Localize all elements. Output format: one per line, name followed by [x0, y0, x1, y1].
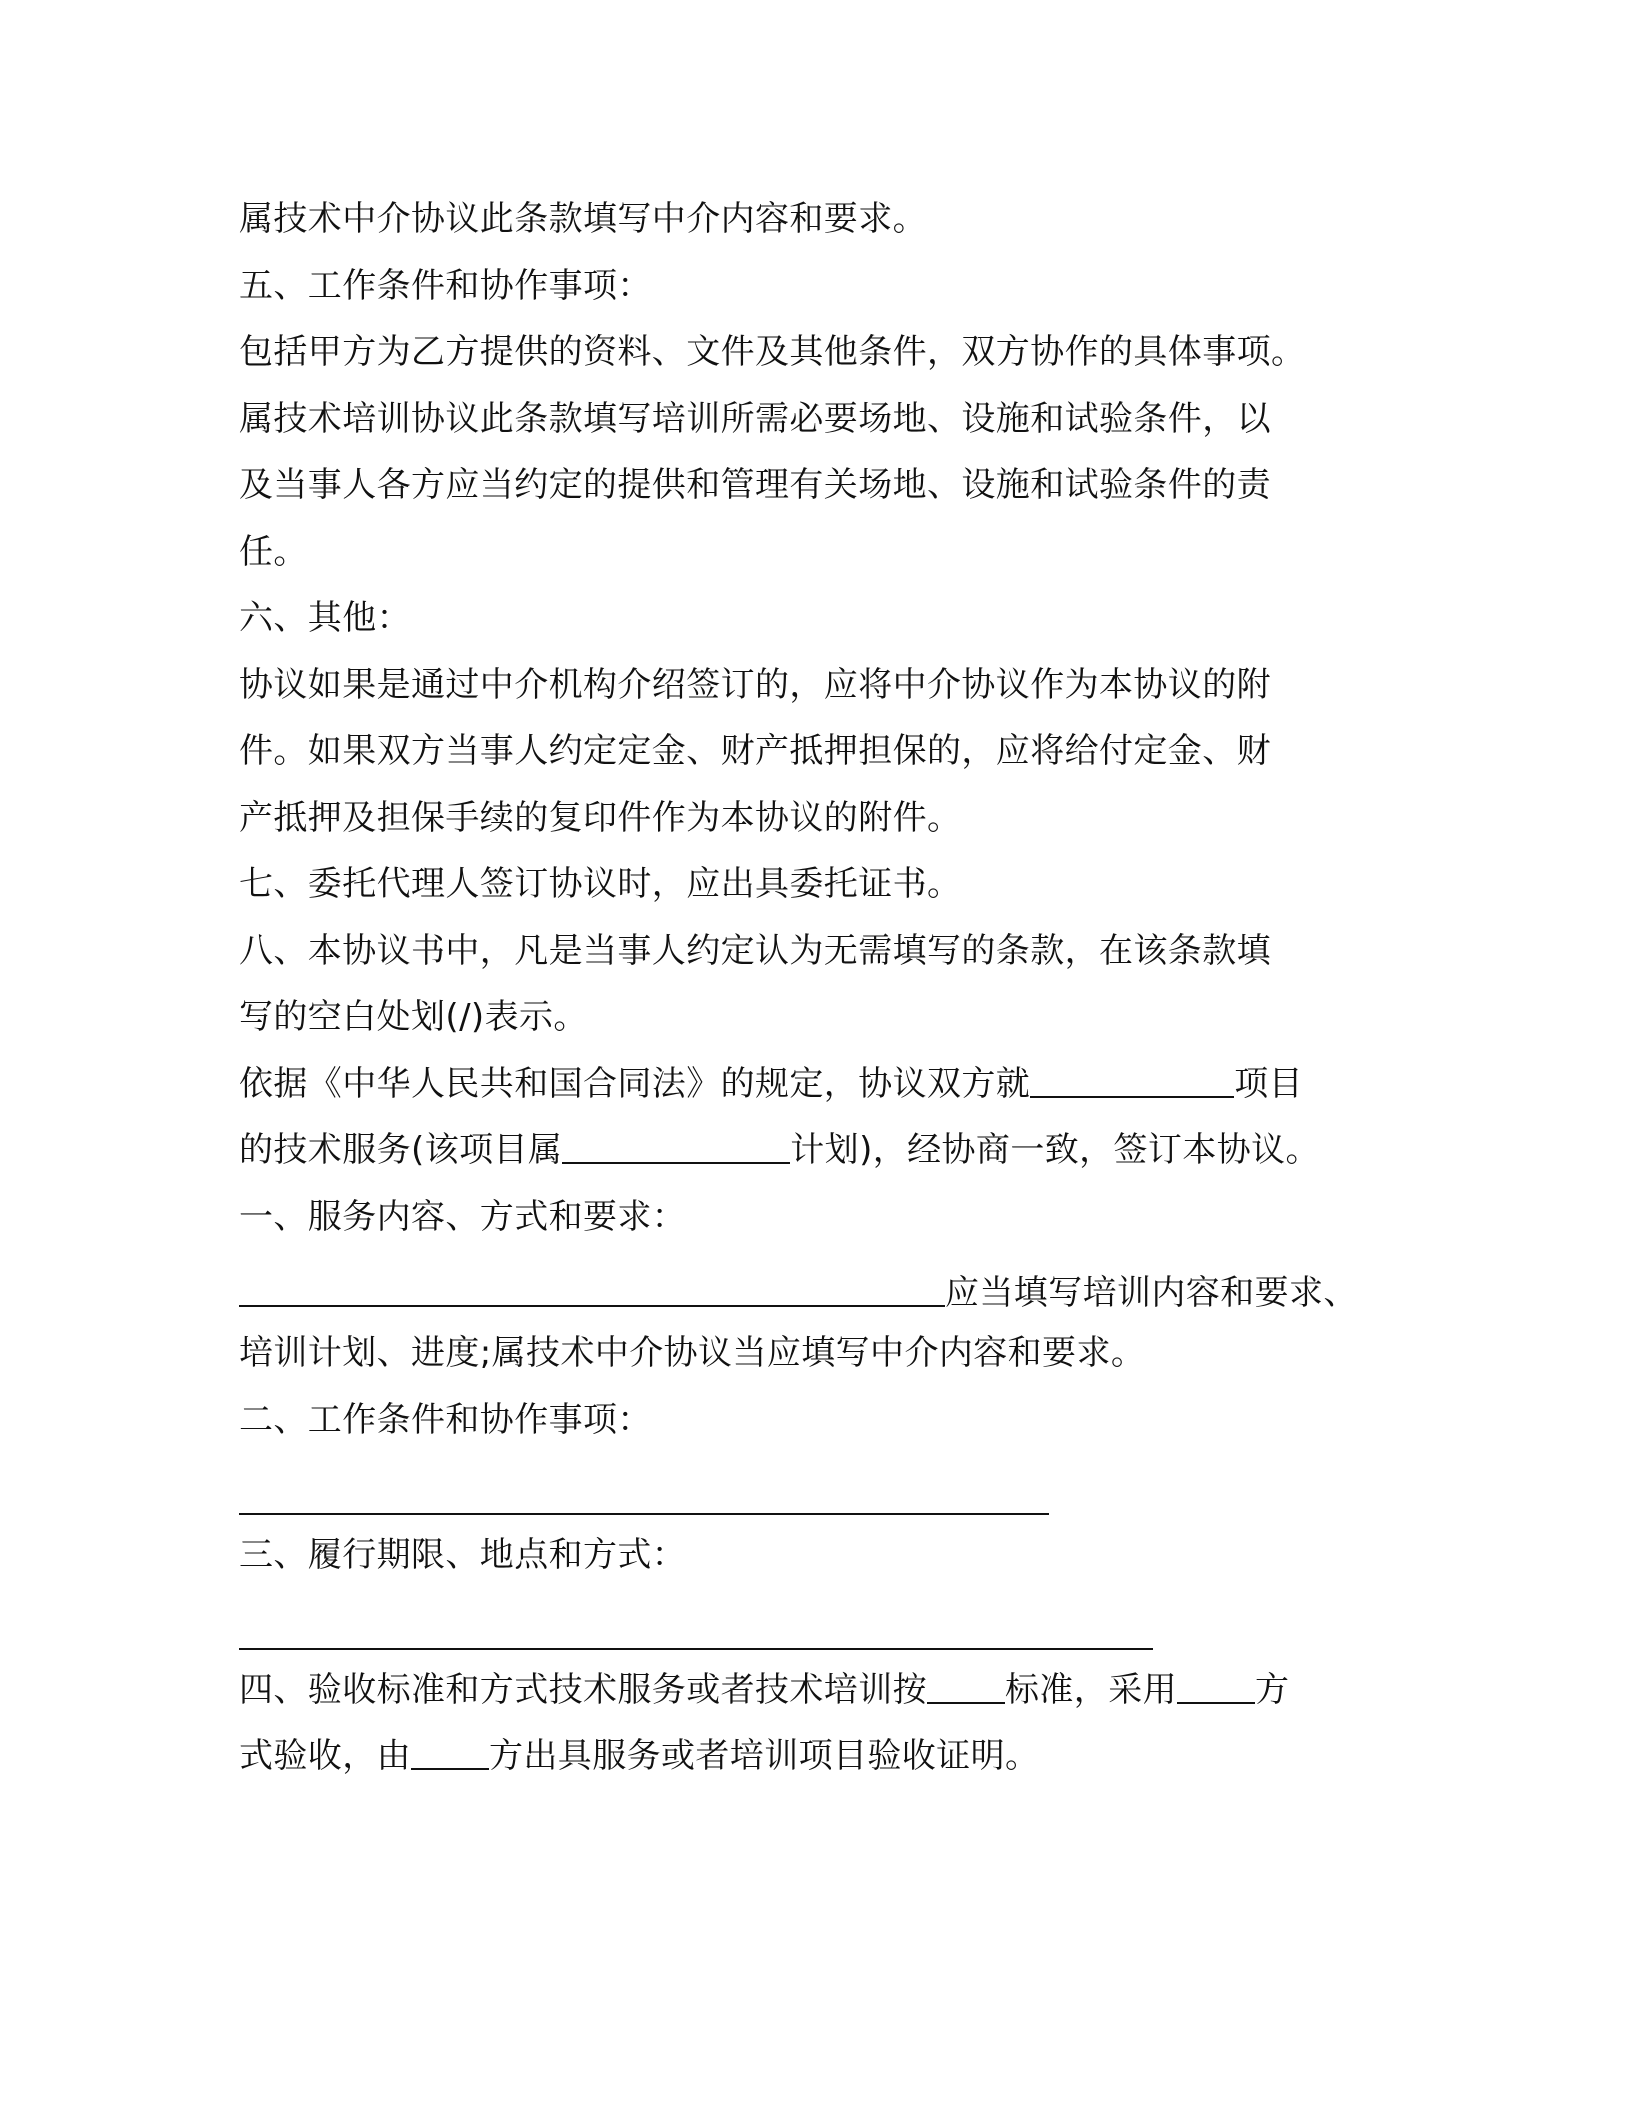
paragraph-line: 属技术培训协议此条款填写培训所需必要场地、设施和试验条件，以 — [239, 398, 1271, 439]
section-1-text: 应当填写培训内容和要求、 — [945, 1273, 1358, 1313]
paragraph-line: 产抵押及担保手续的复印件作为本协议的附件。 — [239, 797, 962, 838]
section-4-text: 方 — [1255, 1669, 1290, 1710]
basis-line-2 — [239, 1117, 1399, 1184]
section-4-text: 标准，采用 — [1005, 1669, 1177, 1710]
paragraph-line: 属技术中介协议此条款填写中介内容和要求。 — [239, 199, 927, 239]
section-4-text: 四、验收标准和方式技术服务或者技术培训按 — [239, 1669, 927, 1710]
paragraph-line: 包括甲方为乙方提供的资料、文件及其他条件，双方协作的具体事项。 — [239, 332, 1306, 372]
paragraph-line: 协议如果是通过中介机构介绍签订的，应将中介协议作为本协议的附 — [239, 664, 1271, 705]
section-4-line-1 — [239, 1657, 1399, 1724]
section-7-line: 七、委托代理人签订协议时，应出具委托证书。 — [239, 864, 962, 904]
section-1-heading: 一、服务内容、方式和要求： — [239, 1196, 687, 1237]
section-4-text: 式验收，由 — [239, 1736, 411, 1776]
section-3-heading: 三、履行期限、地点和方式： — [239, 1534, 687, 1575]
certifying-party-blank[interactable] — [411, 1728, 489, 1770]
acceptance-standard-blank[interactable] — [927, 1662, 1005, 1704]
basis-text: 的技术服务(该项目属 — [239, 1130, 563, 1170]
section-4-text: 方出具服务或者培训项目验收证明。 — [489, 1736, 1040, 1776]
service-content-blank[interactable] — [239, 1265, 945, 1307]
section-8-line: 八、本协议书中，凡是当事人约定认为无需填写的条款，在该条款填 — [239, 930, 1271, 971]
project-name-blank[interactable] — [1030, 1056, 1234, 1098]
document-body — [239, 186, 1399, 1790]
basis-text: 依据《中华人民共和国合同法》的规定，协议双方就 — [239, 1063, 1031, 1104]
paragraph-line: 任。 — [239, 531, 308, 572]
work-conditions-blank[interactable] — [239, 1453, 1049, 1515]
acceptance-method-blank[interactable] — [1177, 1662, 1255, 1704]
section-6-heading: 六、其他： — [239, 598, 411, 638]
section-1-line — [239, 1250, 1399, 1320]
term-place-method-blank[interactable] — [239, 1588, 1153, 1650]
plan-name-blank[interactable] — [562, 1122, 790, 1164]
section-5-heading: 五、工作条件和协作事项： — [239, 265, 652, 306]
paragraph-line: 培训计划、进度;属技术中介协议当应填写中介内容和要求。 — [239, 1333, 1146, 1373]
basis-text: 计划)，经协商一致，签订本协议。 — [790, 1130, 1320, 1170]
section-2-heading: 二、工作条件和协作事项： — [239, 1399, 652, 1440]
paragraph-line: 及当事人各方应当约定的提供和管理有关场地、设施和试验条件的责 — [239, 465, 1271, 505]
paragraph-line: 写的空白处划(/)表示。 — [239, 997, 588, 1037]
basis-text: 项目 — [1234, 1063, 1304, 1104]
section-4-line-2 — [239, 1723, 1399, 1790]
basis-line-1 — [239, 1051, 1399, 1118]
paragraph-line: 件。如果双方当事人约定定金、财产抵押担保的，应将给付定金、财 — [239, 731, 1271, 771]
